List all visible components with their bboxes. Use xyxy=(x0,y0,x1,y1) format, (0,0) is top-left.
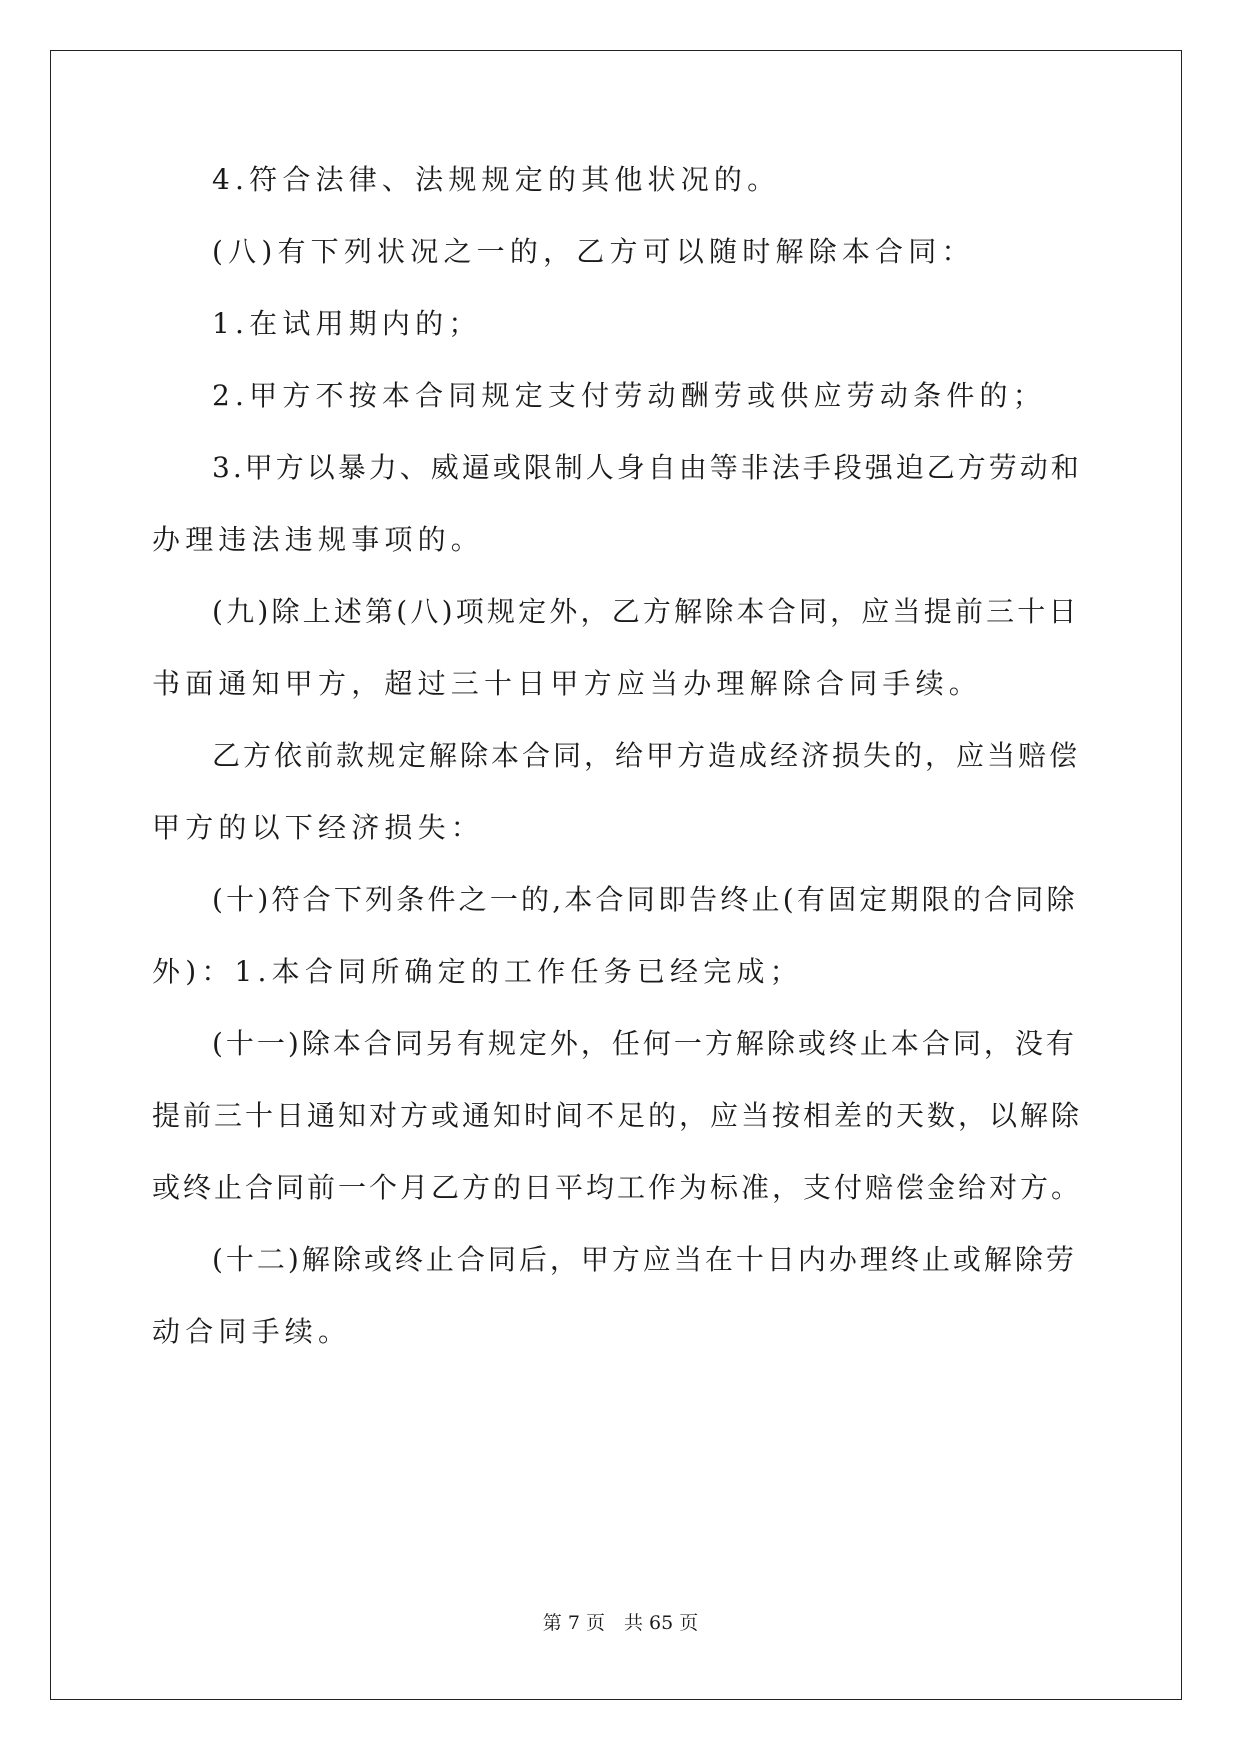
paragraph-line: 提前三十日通知对方或通知时间不足的，应当按相差的天数，以解除 xyxy=(152,1099,1083,1132)
paragraph-line: 动合同手续。 xyxy=(152,1315,352,1348)
paragraph-line: 办理违法违规事项的。 xyxy=(152,523,485,556)
page-border xyxy=(50,50,1182,1700)
paragraph-line: (九)除上述第(八)项规定外，乙方解除本合同，应当提前三十日 xyxy=(212,595,1080,628)
paragraph-line: 乙方依前款规定解除本合同，给甲方造成经济损失的，应当赔偿 xyxy=(212,739,1081,772)
paragraph-line: 2.甲方不按本合同规定支付劳动酬劳或供应劳动条件的； xyxy=(212,379,1046,412)
paragraph-line: 或终止合同前一个月乙方的日平均工作为标准，支付赔偿金给对方。 xyxy=(152,1171,1083,1204)
paragraph-line: (十一)除本合同另有规定外，任何一方解除或终止本合同，没有 xyxy=(212,1027,1077,1060)
page-number-footer: 第 7 页 共 65 页 xyxy=(542,1612,699,1634)
paragraph-line: (十)符合下列条件之一的,本合同即告终止(有固定期限的合同除 xyxy=(212,883,1078,916)
paragraph-line: 甲方的以下经济损失： xyxy=(152,811,485,844)
paragraph-line: (八)有下列状况之一的，乙方可以随时解除本合同： xyxy=(212,235,975,268)
paragraph-line: 1.在试用期内的； xyxy=(212,307,482,340)
paragraph-line: 书面通知甲方，超过三十日甲方应当办理解除合同手续。 xyxy=(152,667,983,700)
paragraph-line: 4.符合法律、法规规定的其他状况的。 xyxy=(212,163,781,196)
paragraph-line: 外)：1.本合同所确定的工作任务已经完成； xyxy=(152,955,803,988)
paragraph-line: (十二)解除或终止合同后，甲方应当在十日内办理终止或解除劳 xyxy=(212,1243,1077,1276)
paragraph-line: 3.甲方以暴力、威逼或限制人身自由等非法手段强迫乙方劳动和 xyxy=(212,451,1082,484)
